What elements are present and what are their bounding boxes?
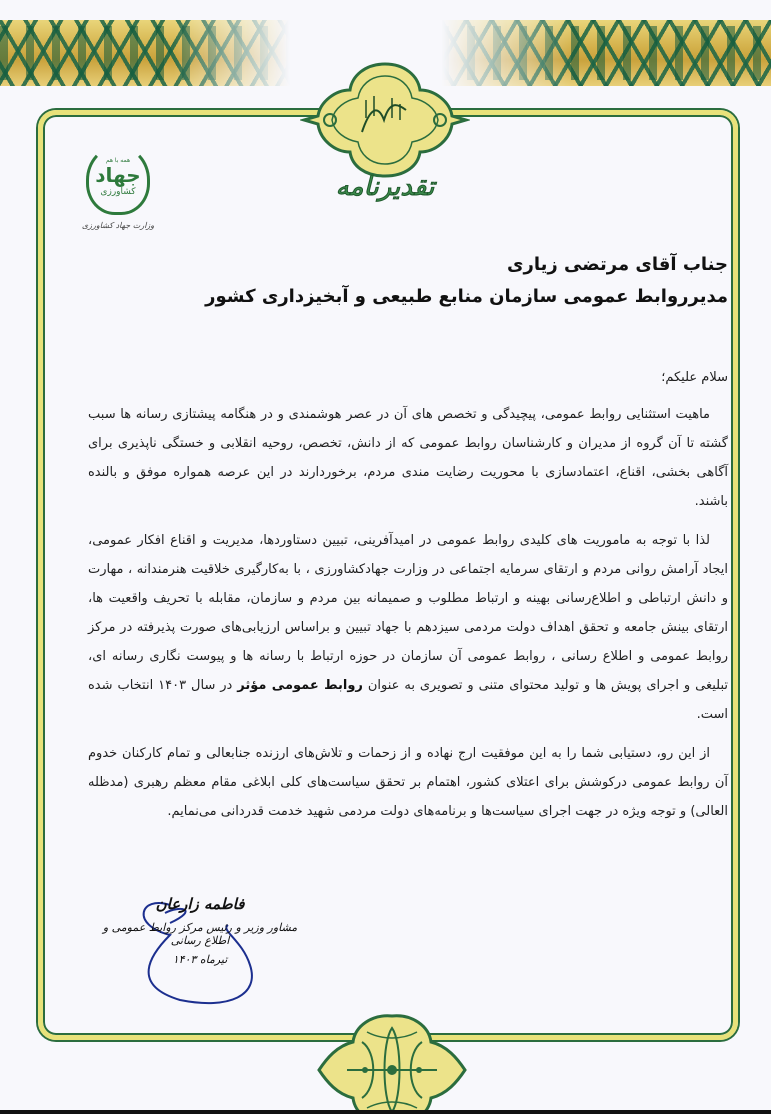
award-title-highlight: روابط عمومی مؤثر bbox=[237, 678, 363, 693]
top-left-ornamental-band bbox=[0, 20, 290, 86]
document-title: تقدیرنامه bbox=[335, 172, 435, 202]
ministry-logo bbox=[78, 145, 158, 230]
signature-block bbox=[90, 895, 310, 966]
bottom-edge-bar bbox=[0, 1110, 771, 1114]
top-right-ornamental-band bbox=[441, 20, 771, 86]
signatory-name: فاطمه زارعان bbox=[155, 895, 245, 913]
signature-date: تیرماه ۱۴۰۳ bbox=[172, 953, 228, 966]
logo-name-main: جهاد bbox=[95, 163, 141, 187]
medallion-ornament-icon bbox=[300, 60, 470, 180]
wheat-wreath-icon bbox=[86, 145, 150, 215]
paragraph-3: از این رو، دستیابی شما را به این موفقیت ارج نهاده و از زحمات و تلاش‌های ارزنده جنابعالی و تمام کارکنان خدوم آن روابط عمومی درکوشش برای اعتلای کشور، اهتمام بر تحقق سیاست‌های کلی ابلاغی مقام معظم رهبری (مدظله العالی) و توجه ویژه در جهت اجرای سیاست‌ها و برنامه‌های دولت مردمی شهید خدمت قدردانی می‌نمایم. bbox=[88, 746, 728, 819]
paragraph-2-ending: در سال ۱۴۰۳ انتخاب شده است. bbox=[88, 678, 728, 722]
letter-body bbox=[88, 400, 728, 836]
recipient-name: جناب آقای مرتضی زیاری bbox=[507, 254, 728, 275]
paragraph-2-text: لذا با توجه به ماموریت های کلیدی روابط عمومی در امیدآفرینی، تبیین دستاوردها، مدیریت و اقناع افکار عمومی، ایجاد آرامش روانی مردم و ارتقای سرمایه اجتماعی در وزارت جهادکشاورزی ، با به‌کارگیری خلاقیت هنرمندانه ، مهارت و دانش ارتباطی و اطلاع‌رسانی بهینه و ارتباط مطلوب و صمیمانه بین مردم و سازمان، مقابله با تحریف واقعیت ها، ارتقای بینش جامعه و تحقق اهداف دولت مردمی سیزدهم با جهاد تبیین و براساس ارزیابی‌های صورت پذیرفته در مرکز روابط عمومی و اطلاع رسانی ، روابط عمومی آن سازمان در حوزه ارتباط با رسانه ها و پیوست نگاری رسانه ای، تبلیغی و اجرای پویش ها و تولید محتوای متنی و تصویری به عنوان bbox=[88, 533, 728, 693]
logo-tagline: همه با هم bbox=[105, 157, 131, 164]
recipient-block bbox=[88, 250, 728, 312]
logo-name-sub: کشاورزی bbox=[100, 187, 136, 197]
bottom-medallion bbox=[307, 1012, 477, 1114]
recipient-title: مدیرروابط عمومی سازمان منابع طبیعی و آبخیزداری کشور bbox=[205, 286, 728, 307]
paragraph-2 bbox=[88, 526, 728, 729]
basmala-medallion bbox=[300, 60, 470, 180]
arabesque-ornament-icon bbox=[307, 1012, 477, 1114]
signatory-role: مشاور وزیر و رئیس مرکز روابط عمومی و اطلاع رسانی bbox=[102, 921, 298, 947]
logo-caption: وزارت جهاد کشاورزی bbox=[81, 221, 155, 230]
paragraph-1: ماهیت استثنایی روابط عمومی، پیچیدگی و تخصص های آن در عصر هوشمندی و در هنگامه پیشتازی رسانه ها سبب گشته تا آن گروه از مدیران و کارشناسان روابط عمومی که از دانش، تخصص، روحیه انقلابی و خستگی ناپذیری برای آگاهی بخشی، اقناع، اعتمادسازی با محوریت رضایت مندی مردم، برخوردارند در این عرصه همواره موفق و بالنده باشند. bbox=[88, 407, 728, 509]
greeting: سلام علیکم؛ bbox=[661, 370, 728, 385]
